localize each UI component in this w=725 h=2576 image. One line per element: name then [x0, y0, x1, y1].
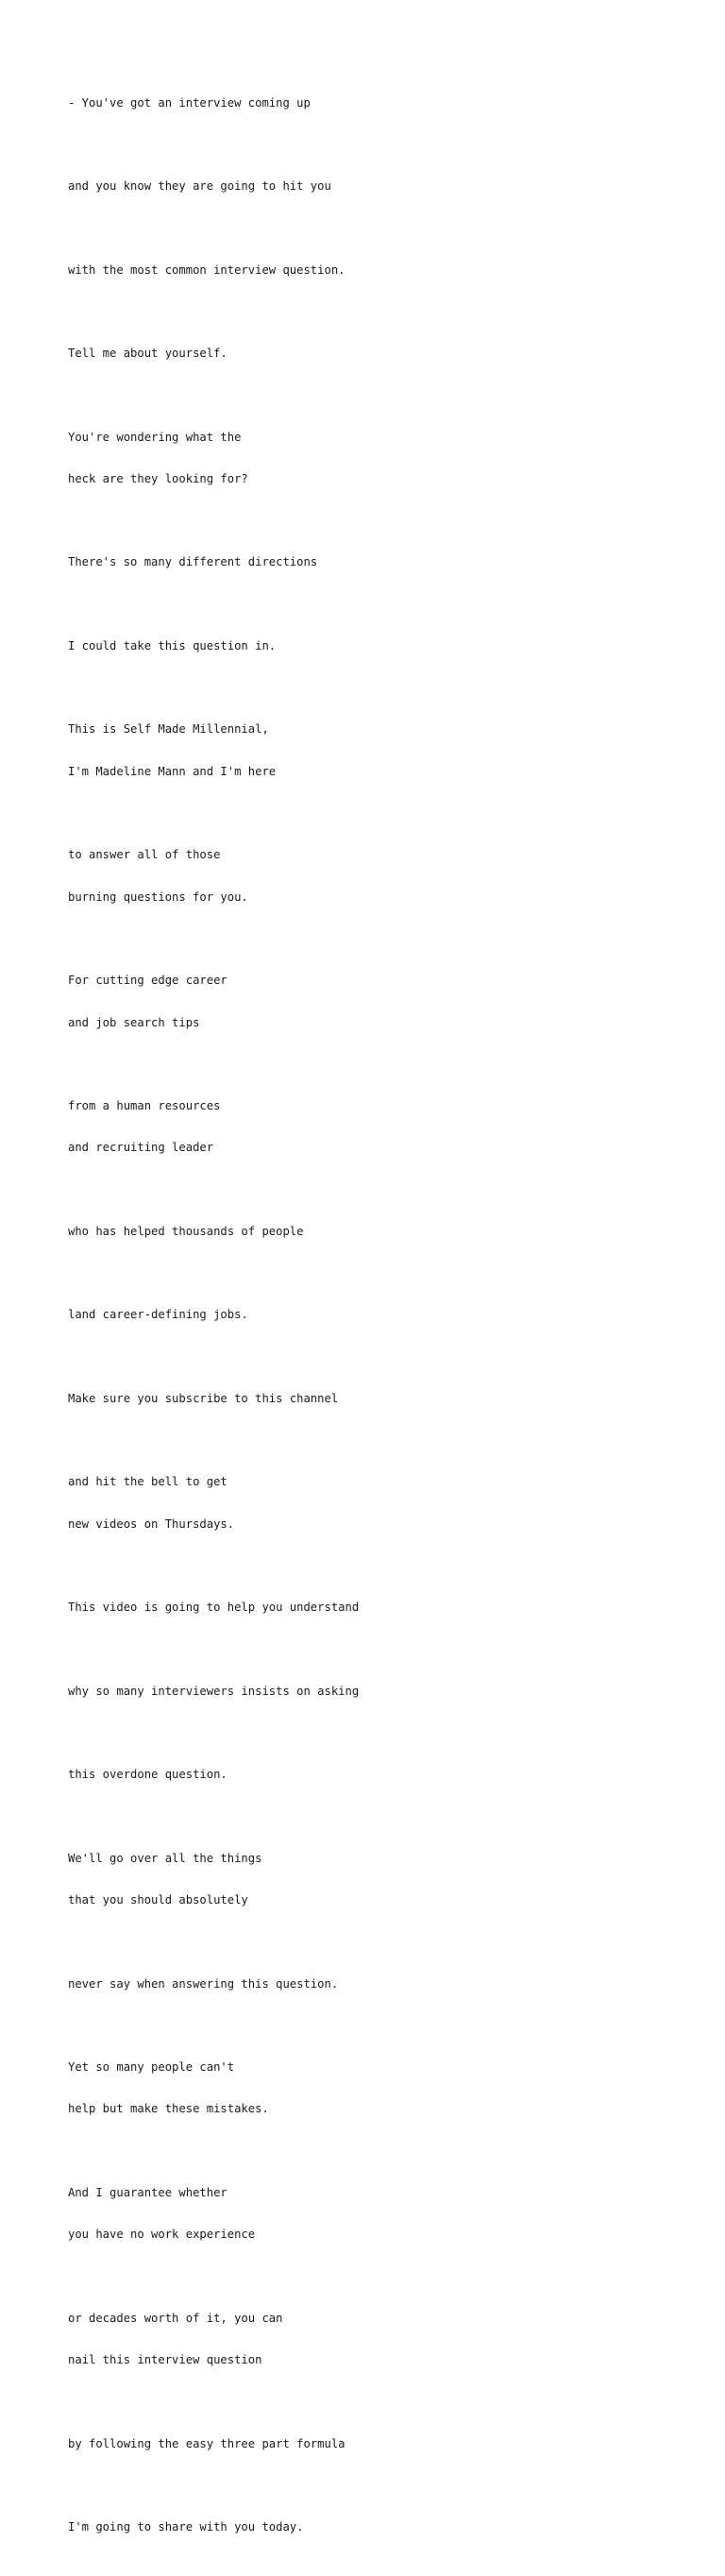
- transcript-line: help but make these mistakes.: [68, 2102, 269, 2116]
- transcript-line: This is Self Made Millennial,: [68, 722, 269, 737]
- transcript-line: and job search tips: [68, 1015, 200, 1029]
- transcript-line: - You've got an interview coming up: [68, 95, 311, 110]
- transcript-paragraph: [68, 235, 672, 305]
- transcript-line: You're wondering what the: [68, 430, 242, 444]
- transcript-line: by following the easy three part formula: [68, 2436, 346, 2450]
- transcript-line: heck are they looking for?: [68, 471, 248, 485]
- transcript-line: that you should absolutely: [68, 1893, 248, 1907]
- transcript-paragraph: [68, 68, 672, 138]
- transcript-paragraph: [68, 1740, 672, 1810]
- transcript-paragraph: [68, 402, 672, 514]
- transcript-paragraph: [68, 1364, 672, 1433]
- transcript-paragraph: [68, 151, 672, 221]
- transcript-line: and recruiting leader: [68, 1141, 214, 1155]
- transcript-line: new videos on Thursdays.: [68, 1517, 235, 1531]
- transcript-line: I'm Madeline Mann and I'm here: [68, 764, 277, 778]
- transcript-paragraph: [68, 1071, 672, 1182]
- transcript-line: this overdone question.: [68, 1768, 228, 1782]
- transcript-line: why so many interviewers insists on asking: [68, 1684, 360, 1698]
- transcript-line: Yet so many people can't: [68, 2060, 235, 2075]
- transcript-line: burning questions for you.: [68, 890, 248, 904]
- transcript-line: I'm going to share with you today.: [68, 2520, 304, 2534]
- transcript-line: and hit the bell to get: [68, 1475, 228, 1489]
- transcript-line: to answer all of those: [68, 848, 221, 862]
- transcript-page: [68, 68, 672, 2576]
- transcript-line: For cutting edge career: [68, 974, 228, 988]
- transcript-line: land career-defining jobs.: [68, 1308, 248, 1322]
- transcript-line: or decades worth of it, you can: [68, 2311, 283, 2325]
- transcript-paragraph: [68, 2409, 672, 2479]
- transcript-paragraph: [68, 946, 672, 1058]
- transcript-paragraph: [68, 1196, 672, 1266]
- transcript-paragraph: [68, 2283, 672, 2395]
- transcript-paragraph: [68, 318, 672, 388]
- transcript-line: We'll go over all the things: [68, 1851, 262, 1865]
- transcript-line: with the most common interview question.: [68, 263, 346, 277]
- transcript-line: There's so many different directions: [68, 555, 318, 569]
- transcript-paragraph: [68, 1448, 672, 1559]
- transcript-line: from a human resources: [68, 1099, 221, 1112]
- transcript-line: This video is going to help you understand: [68, 1601, 360, 1615]
- transcript-line: nail this interview question: [68, 2353, 262, 2367]
- transcript-paragraph: [68, 611, 672, 681]
- transcript-line: who has helped thousands of people: [68, 1224, 304, 1238]
- transcript-paragraph: [68, 1949, 672, 2019]
- transcript-paragraph: [68, 2493, 672, 2563]
- transcript-paragraph: [68, 2032, 672, 2144]
- transcript-paragraph: [68, 1280, 672, 1350]
- transcript-paragraph: [68, 528, 672, 598]
- transcript-paragraph: [68, 2158, 672, 2269]
- transcript-paragraph: [68, 1823, 672, 1935]
- transcript-line: And I guarantee whether: [68, 2185, 228, 2199]
- transcript-line: Make sure you subscribe to this channel: [68, 1391, 339, 1405]
- transcript-line: never say when answering this question.: [68, 1976, 339, 1991]
- transcript-paragraph: [68, 1656, 672, 1726]
- transcript-line: you have no work experience: [68, 2228, 256, 2242]
- transcript-line: Tell me about yourself.: [68, 347, 228, 361]
- transcript-line: and you know they are going to hit you: [68, 179, 331, 194]
- transcript-line: I could take this question in.: [68, 638, 277, 652]
- transcript-paragraph: [68, 695, 672, 806]
- transcript-paragraph: [68, 821, 672, 932]
- transcript-paragraph: [68, 1573, 672, 1643]
